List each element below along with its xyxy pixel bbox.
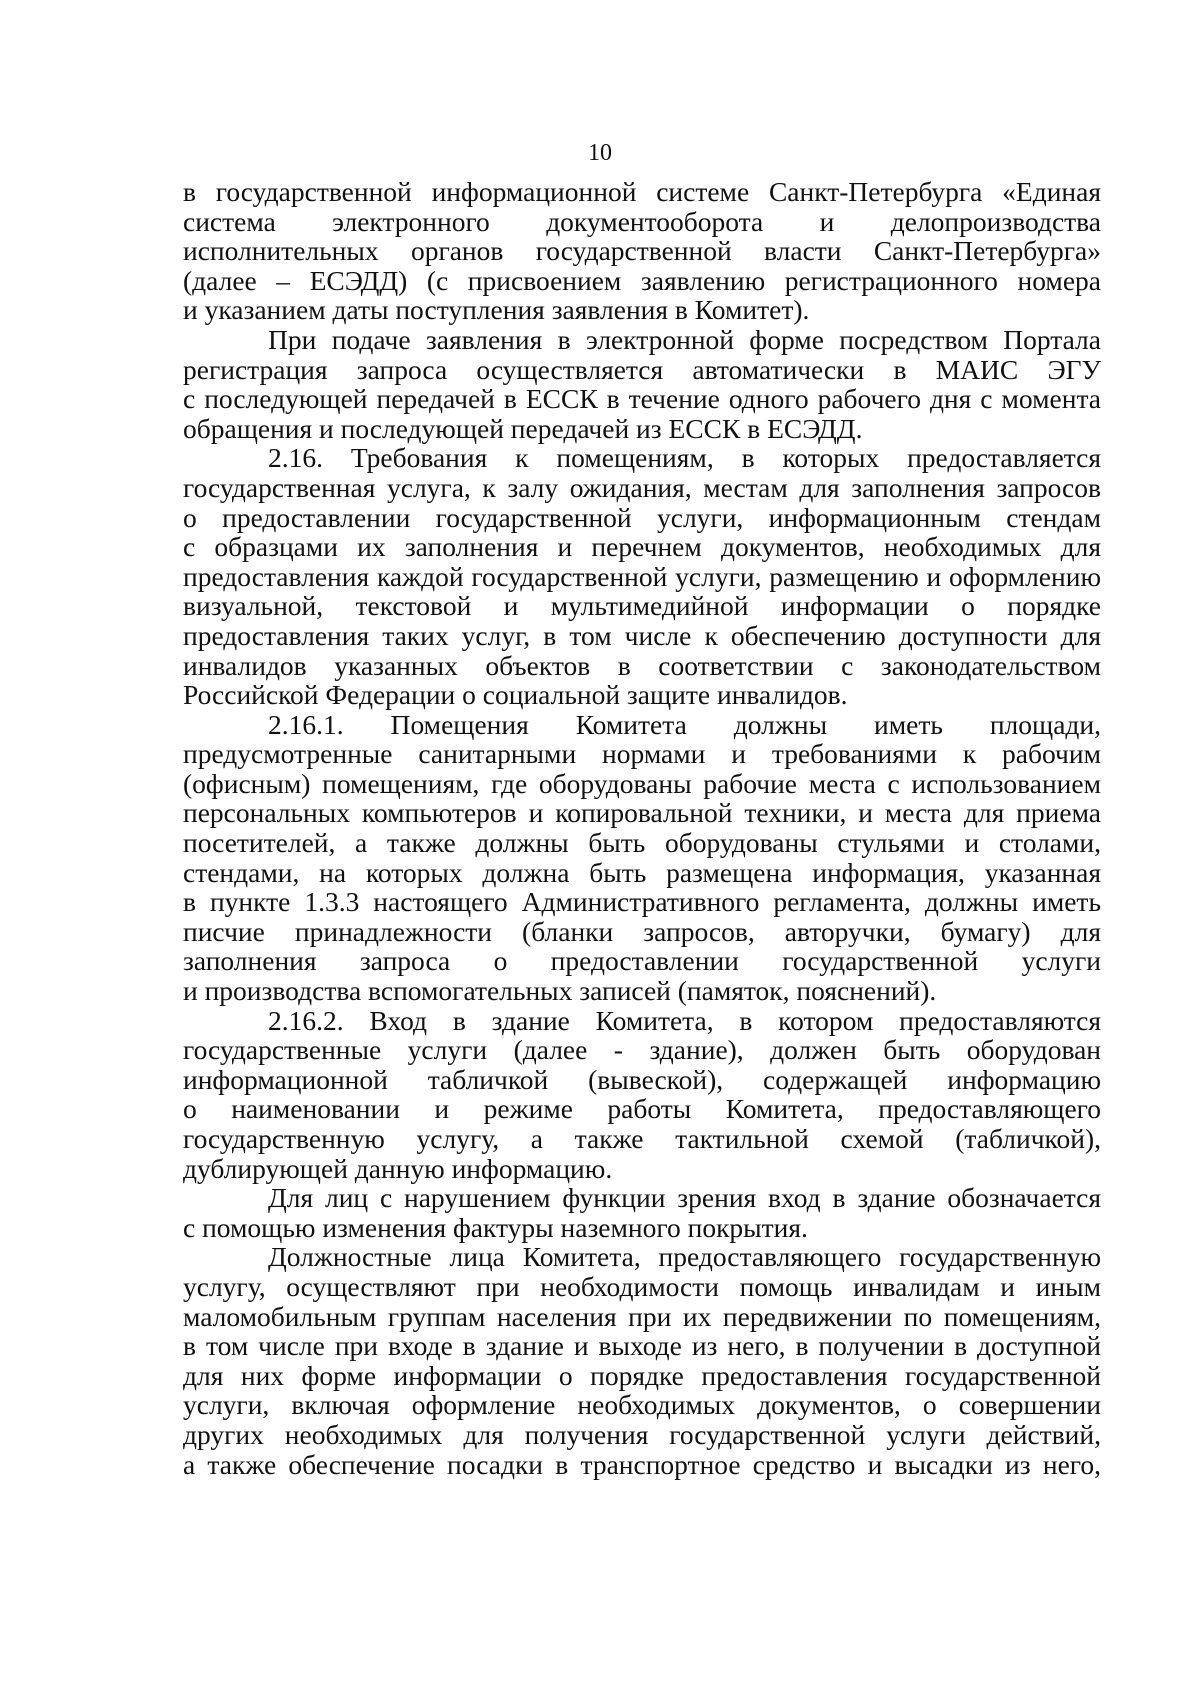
paragraph-2-16 (183, 443, 1101, 709)
text-line: 2.16.2. Вход в здание Комитета, в котором предоставляются (268, 1004, 1101, 1036)
paragraph-esedd-registration (183, 177, 1101, 325)
text-line: предоставления каждой государственной услуги, размещению и оформлению (183, 560, 1101, 592)
text-line: в государственной информационной системе Санкт-Петербурга «Единая (183, 176, 1101, 207)
text-line: (далее – ЕСЭДД) (с присвоением заявлению регистрационного номера (183, 264, 1101, 296)
text-line: услуги, включая оформление необходимых документов, о совершении (183, 1389, 1101, 1421)
text-line: и производства вспомогательных записей (памяток, пояснений). (183, 975, 937, 1007)
text-line: информационной табличкой (вывеской), содержащей информацию (183, 1063, 1101, 1095)
text-line: услугу, осуществляют при необходимости помощь инвалидам и иным (183, 1270, 1101, 1302)
paragraph-2-16-1 (183, 710, 1101, 1006)
text-line: При подаче заявления в электронной форме посредством Портала (268, 323, 1101, 355)
text-line: 2.16. Требования к помещениям, в которых предоставляется (268, 442, 1101, 474)
text-line: других необходимых для получения государственной услуги действий, (183, 1418, 1101, 1450)
text-line: дублирующей данную информацию. (183, 1152, 613, 1184)
text-line: с образцами их заполнения и перечнем документов, необходимых для (183, 531, 1101, 563)
text-line: Должностные лица Комитета, предоставляющего государственную (268, 1241, 1101, 1273)
text-line: государственная услуга, к залу ожидания, местам для заполнения запросов (183, 471, 1101, 503)
text-line: о предоставлении государственной услуги, информационным стендам (183, 501, 1101, 533)
document-body (183, 177, 1101, 1479)
text-line: 2.16.1. Помещения Комитета должны иметь площади, (268, 708, 1101, 740)
text-line: с помощью изменения фактуры наземного покрытия. (183, 1211, 808, 1243)
text-line: исполнительных органов государственной власти Санкт-Петербурга» (183, 235, 1101, 267)
text-line: система электронного документооборота и делопроизводства (183, 205, 1101, 237)
text-line: о наименовании и режиме работы Комитета, предоставляющего (183, 1093, 1101, 1125)
text-line: Российской Федерации о социальной защите инвалидов. (183, 679, 848, 711)
text-line: визуальной, текстовой и мультимедийной информации о порядке (183, 590, 1101, 622)
text-line: писчие принадлежности (бланки запросов, авторучки, бумагу) для (183, 915, 1101, 947)
text-line: обращения и последующей передачей из ЕССК в ЕСЭДД. (183, 412, 863, 444)
text-line: государственную услугу, а также тактильной схемой (табличкой), (183, 1123, 1101, 1154)
page-number: 10 (588, 140, 612, 166)
text-line: персональных компьютеров и копировальной техники, и места для приема (183, 797, 1101, 829)
paragraph-officials-assistance (183, 1242, 1101, 1479)
text-line: в пункте 1.3.3 настоящего Административного регламента, должны иметь (183, 886, 1101, 918)
text-line: в том числе при входе в здание и выходе из него, в получении в доступной (183, 1330, 1101, 1362)
text-line: предусмотренные санитарными нормами и требованиями к рабочим (183, 738, 1101, 770)
paragraph-portal-submission (183, 325, 1101, 443)
text-line: и указанием даты поступления заявления в Комитет). (183, 294, 810, 326)
text-line: Для лиц с нарушением функции зрения вход в здание обозначается (268, 1182, 1101, 1214)
text-line: государственные услуги (далее - здание), должен быть оборудован (183, 1034, 1101, 1066)
paragraph-2-16-2 (183, 1006, 1101, 1184)
text-line: а также обеспечение посадки в транспортное средство и высадки из него, (183, 1448, 1101, 1480)
paragraph-visual-impairment (183, 1183, 1101, 1242)
text-line: инвалидов указанных объектов в соответствии с законодательством (183, 649, 1101, 681)
text-line: посетителей, а также должны быть оборудованы стульями и столами, (183, 827, 1101, 859)
text-line: предоставления таких услуг, в том числе к обеспечению доступности для (183, 619, 1101, 651)
text-line: для них форме информации о порядке предоставления государственной (183, 1359, 1101, 1391)
text-line: стендами, на которых должна быть размещена информация, указанная (183, 856, 1101, 888)
text-line: маломобильным группам населения при их передвижении по помещениям, (183, 1300, 1101, 1332)
text-line: (офисным) помещениям, где оборудованы рабочие места с использованием (183, 767, 1101, 799)
text-line: с последующей передачей в ЕССК в течение одного рабочего дня с момента (183, 383, 1101, 415)
text-line: регистрация запроса осуществляется автоматически в МАИС ЭГУ (183, 353, 1101, 385)
text-line: заполнения запроса о предоставлении государственной услуги (183, 945, 1101, 977)
